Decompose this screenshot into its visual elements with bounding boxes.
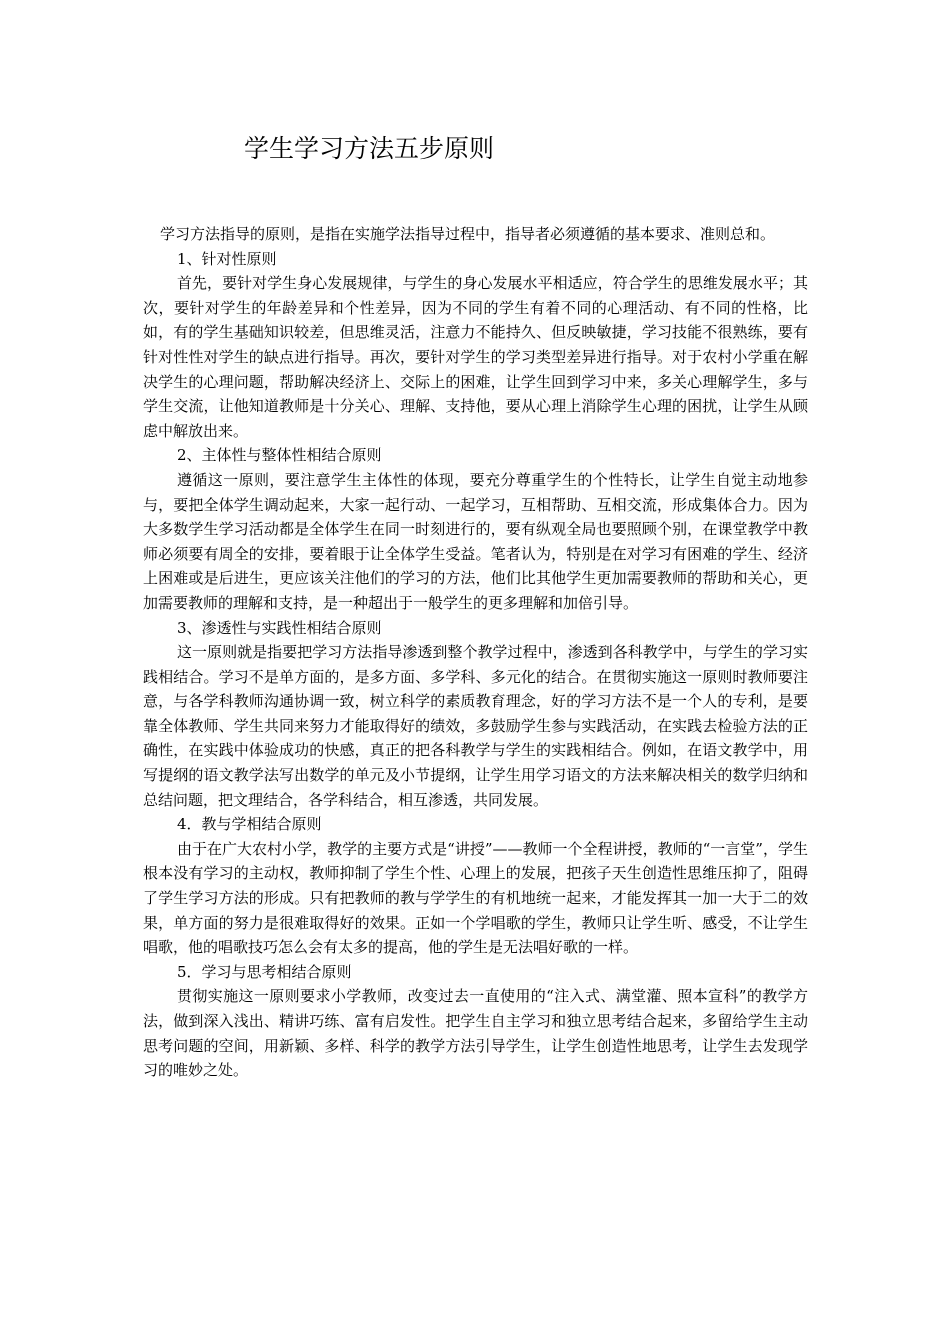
- section-body-1: 首先，要针对学生身心发展规律，与学生的身心发展水平相适应，符合学生的思维发展水平；其次，要针对学生的年龄差异和个性差异，因为不同的学生有着不同的心理活动、有不同的性格，比如，有的学生基础知识较差，但思维灵活，注意力不能持久、但反映敏捷，学习技能不很熟练，要有针对性性对学生的缺点进行指导。再次，要针对学生的学习类型差异进行指导。对于农村小学重在解决学生的心理问题，帮助解决经济上、交际上的困难，让学生回到学习中来，多关心理解学生，多与学生交流，让他知道教师是十分关心、理解、支持他，要从心理上消除学生心理的困扰，让学生从顾虑中解放出来。: [143, 274, 808, 440]
- section-body-4: 由于在广大农村小学，教学的主要方式是“讲授”——教师一个全程讲授，教师的“一言堂”，学生根本没有学习的主动权，教师抑制了学生个性、心理上的发展，把孩子天生创造性思维压抑了，阻碍了学生学习方法的形成。只有把教师的教与学学生的有机地统一起来，才能发挥其一加一大于二的效果，单方面的努力是很难取得好的效果。正如一个学唱歌的学生，教师只让学生听、感受，不让学生唱歌，他的唱歌技巧怎么会有太多的提高，他的学生是无法唱好歌的一样。: [143, 839, 808, 957]
- section-heading-5: 5．学习与思考相结合原则: [177, 962, 352, 981]
- section-heading-4: 4．教与学相结合原则: [177, 815, 322, 834]
- section-heading-3: 3、渗透性与实践性相结合原则: [177, 618, 382, 637]
- document-body: [143, 222, 808, 1083]
- document-title: 学生学习方法五步原则: [244, 134, 495, 163]
- intro-paragraph: 学习方法指导的原则，是指在实施学法指导过程中，指导者必须遵循的基本要求、准则总和。: [160, 225, 776, 243]
- section-body-5: 贯彻实施这一原则要求小学教师，改变过去一直使用的“注入式、满堂灌、照本宣科”的教学方法，做到深入浅出、精讲巧练、富有启发性。把学生自主学习和独立思考结合起来，多留给学生主动思考问题的空间，用新颖、多样、科学的教学方法引导学生，让学生创造性地思考，让学生去发现学习的唯妙之处。: [143, 987, 808, 1080]
- section-body-3: 这一原则就是指要把学习方法指导渗透到整个教学过程中，渗透到各科教学中，与学生的学习实践相结合。学习不是单方面的，是多方面、多学科、多元化的结合。在贯彻实施这一原则时教师要注意，与各学科教师沟通协调一致，树立科学的素质教育理念，好的学习方法不是一个人的专利，是要靠全体教师、学生共同来努力才能取得好的绩效，多鼓励学生参与实践活动，在实践去检验方法的正确性，在实践中体验成功的快感，真正的把各科教学与学生的实践相结合。例如，在语文教学中，用写提纲的语文教学法写出数学的单元及小节提纲，让学生用学习语文的方法来解决相关的数学归纳和总结问题，把文理结合，各学科结合，相互渗透，共同发展。: [143, 643, 808, 809]
- section-heading-1: 1、针对性原则: [177, 249, 277, 268]
- section-body-2: 遵循这一原则，要注意学生主体性的体现，要充分尊重学生的个性特长，让学生自觉主动地参与，要把全体学生调动起来，大家一起行动、一起学习，互相帮助、互相交流，形成集体合力。因为大多数学生学习活动都是全体学生在同一时刻进行的，要有纵观全局也要照顾个别，在课堂教学中教师必须要有周全的安排，要着眼于让全体学生受益。笔者认为，特别是在对学习有困难的学生、经济上困难或是后进生，更应该关注他们的学习的方法，他们比其他学生更加需要教师的帮助和关心，更加需要教师的理解和支持，是一种超出于一般学生的更多理解和加倍引导。: [143, 470, 808, 612]
- section-heading-2: 2、主体性与整体性相结合原则: [177, 446, 382, 465]
